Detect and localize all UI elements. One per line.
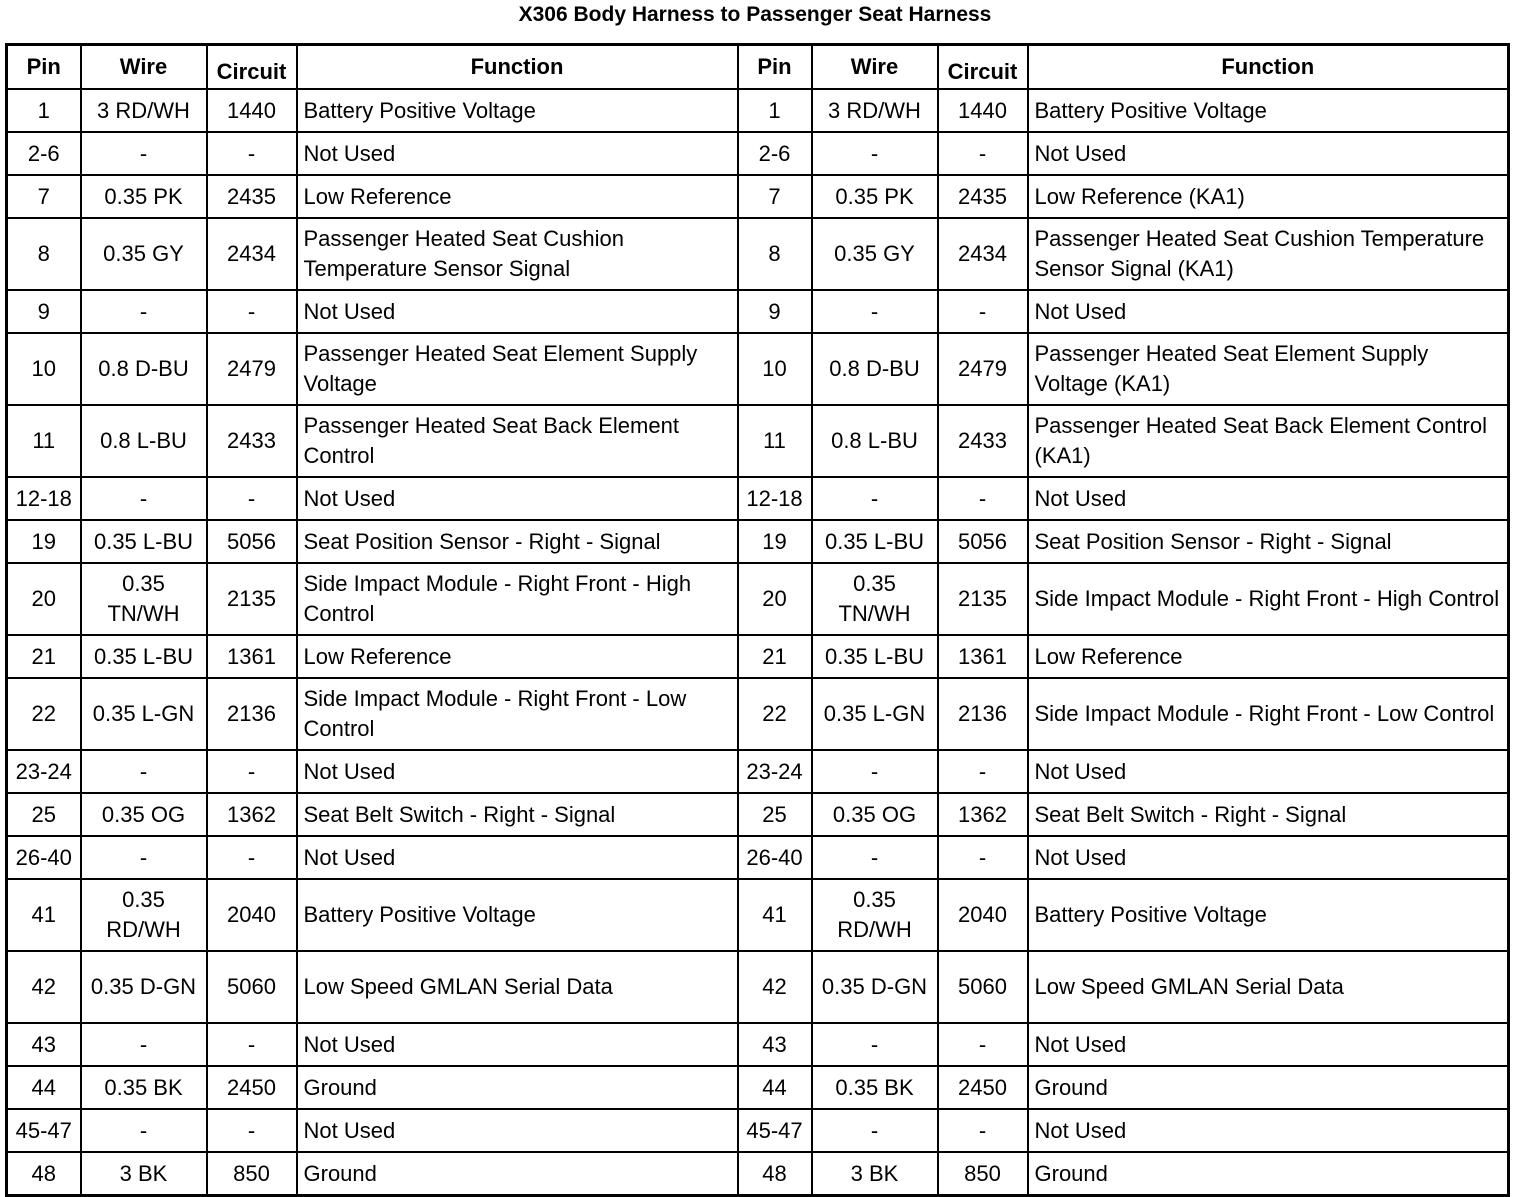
left-wire-cell: -	[81, 1023, 207, 1066]
left-function-cell: Not Used	[297, 1023, 738, 1066]
right-function-cell: Not Used	[1028, 477, 1509, 520]
right-function-cell: Battery Positive Voltage	[1028, 879, 1509, 951]
right-pin-cell: 19	[738, 520, 812, 563]
left-wire-cell: 0.8 D-BU	[81, 333, 207, 405]
table-row	[7, 1066, 1509, 1109]
page-title: X306 Body Harness to Passenger Seat Harness	[518, 3, 992, 26]
right-circuit-cell: 5056	[938, 520, 1028, 563]
left-circuit-cell: -	[207, 1109, 297, 1152]
right-wire-cell: 0.35 OG	[812, 793, 938, 836]
table-row	[7, 405, 1509, 477]
left-function-cell: Passenger Heated Seat Cushion Temperature Sensor Signal	[297, 218, 738, 290]
left-function-cell: Not Used	[297, 132, 738, 175]
right-circuit-cell: 2135	[938, 563, 1028, 635]
left-pin-cell: 19	[7, 520, 81, 563]
left-function-cell: Ground	[297, 1152, 738, 1196]
table-row	[7, 951, 1509, 1023]
left-circuit-cell: -	[207, 132, 297, 175]
right-pin-cell: 10	[738, 333, 812, 405]
table-body	[7, 89, 1509, 1196]
right-function-cell: Passenger Heated Seat Cushion Temperature Sensor Signal (KA1)	[1028, 218, 1509, 290]
left-circuit-cell: 5060	[207, 951, 297, 1023]
right-wire-cell: -	[812, 132, 938, 175]
table-row	[7, 218, 1509, 290]
left-pin-cell: 10	[7, 333, 81, 405]
left-wire-cell: 3 RD/WH	[81, 89, 207, 132]
left-function-cell: Not Used	[297, 750, 738, 793]
left-wire-cell: 0.35 PK	[81, 175, 207, 218]
left-function-cell: Not Used	[297, 836, 738, 879]
right-wire-cell: 0.35 BK	[812, 1066, 938, 1109]
right-circuit-cell: 2450	[938, 1066, 1028, 1109]
left-wire-cell: -	[81, 1109, 207, 1152]
left-circuit-cell: -	[207, 477, 297, 520]
right-pin-cell: 44	[738, 1066, 812, 1109]
right-function-cell: Side Impact Module - Right Front - Low Control	[1028, 678, 1509, 750]
header-circuit: Circuit	[938, 45, 1028, 90]
left-pin-cell: 48	[7, 1152, 81, 1196]
right-circuit-cell: 2040	[938, 879, 1028, 951]
header-function: Function	[297, 45, 738, 90]
table-row	[7, 563, 1509, 635]
table-row	[7, 879, 1509, 951]
left-function-cell: Battery Positive Voltage	[297, 89, 738, 132]
left-function-cell: Side Impact Module - Right Front - Low Control	[297, 678, 738, 750]
right-function-cell: Seat Belt Switch - Right - Signal	[1028, 793, 1509, 836]
left-circuit-cell: -	[207, 290, 297, 333]
right-function-cell: Ground	[1028, 1152, 1509, 1196]
left-function-cell: Ground	[297, 1066, 738, 1109]
right-pin-cell: 48	[738, 1152, 812, 1196]
table-row	[7, 750, 1509, 793]
left-pin-cell: 26-40	[7, 836, 81, 879]
left-pin-cell: 41	[7, 879, 81, 951]
table-row	[7, 1023, 1509, 1066]
table-row	[7, 836, 1509, 879]
right-wire-cell: -	[812, 1023, 938, 1066]
header-circuit: Circuit	[207, 45, 297, 90]
left-circuit-cell: 2450	[207, 1066, 297, 1109]
left-circuit-cell: -	[207, 836, 297, 879]
right-circuit-cell: -	[938, 290, 1028, 333]
table-row	[7, 1109, 1509, 1152]
left-pin-cell: 21	[7, 635, 81, 678]
right-wire-cell: 3 RD/WH	[812, 89, 938, 132]
right-pin-cell: 9	[738, 290, 812, 333]
left-pin-cell: 12-18	[7, 477, 81, 520]
right-circuit-cell: 2479	[938, 333, 1028, 405]
left-wire-cell: -	[81, 290, 207, 333]
left-function-cell: Seat Belt Switch - Right - Signal	[297, 793, 738, 836]
right-function-cell: Not Used	[1028, 1109, 1509, 1152]
left-circuit-cell: 1361	[207, 635, 297, 678]
table-row	[7, 793, 1509, 836]
left-function-cell: Not Used	[297, 1109, 738, 1152]
left-pin-cell: 20	[7, 563, 81, 635]
right-wire-cell: 0.35 RD/WH	[812, 879, 938, 951]
left-circuit-cell: 2433	[207, 405, 297, 477]
right-pin-cell: 21	[738, 635, 812, 678]
right-function-cell: Not Used	[1028, 836, 1509, 879]
left-function-cell: Not Used	[297, 477, 738, 520]
right-wire-cell: 0.35 L-GN	[812, 678, 938, 750]
left-circuit-cell: 2135	[207, 563, 297, 635]
left-pin-cell: 7	[7, 175, 81, 218]
right-wire-cell: 0.35 D-GN	[812, 951, 938, 1023]
left-pin-cell: 42	[7, 951, 81, 1023]
right-function-cell: Seat Position Sensor - Right - Signal	[1028, 520, 1509, 563]
table-row	[7, 635, 1509, 678]
left-wire-cell: 0.35 OG	[81, 793, 207, 836]
left-function-cell: Low Reference	[297, 175, 738, 218]
right-circuit-cell: -	[938, 477, 1028, 520]
left-function-cell: Side Impact Module - Right Front - High Control	[297, 563, 738, 635]
left-function-cell: Low Reference	[297, 635, 738, 678]
left-circuit-cell: 2434	[207, 218, 297, 290]
header-function: Function	[1028, 45, 1509, 90]
right-function-cell: Passenger Heated Seat Element Supply Voltage (KA1)	[1028, 333, 1509, 405]
table-header-row	[7, 45, 1509, 90]
right-function-cell: Not Used	[1028, 132, 1509, 175]
left-wire-cell: 0.35 L-BU	[81, 635, 207, 678]
right-wire-cell: 0.35 GY	[812, 218, 938, 290]
left-wire-cell: 0.35 RD/WH	[81, 879, 207, 951]
right-wire-cell: -	[812, 1109, 938, 1152]
header-wire: Wire	[81, 45, 207, 90]
right-pin-cell: 11	[738, 405, 812, 477]
right-function-cell: Low Reference (KA1)	[1028, 175, 1509, 218]
table-row	[7, 290, 1509, 333]
left-function-cell: Low Speed GMLAN Serial Data	[297, 951, 738, 1023]
left-wire-cell: 0.35 BK	[81, 1066, 207, 1109]
right-pin-cell: 41	[738, 879, 812, 951]
right-circuit-cell: 1362	[938, 793, 1028, 836]
table-row	[7, 678, 1509, 750]
right-circuit-cell: 2136	[938, 678, 1028, 750]
left-circuit-cell: 850	[207, 1152, 297, 1196]
left-pin-cell: 11	[7, 405, 81, 477]
table-row	[7, 132, 1509, 175]
right-function-cell: Side Impact Module - Right Front - High Control	[1028, 563, 1509, 635]
right-circuit-cell: -	[938, 1109, 1028, 1152]
right-pin-cell: 12-18	[738, 477, 812, 520]
right-function-cell: Passenger Heated Seat Back Element Control (KA1)	[1028, 405, 1509, 477]
right-circuit-cell: -	[938, 836, 1028, 879]
left-pin-cell: 1	[7, 89, 81, 132]
left-function-cell: Not Used	[297, 290, 738, 333]
header-wire: Wire	[812, 45, 938, 90]
right-pin-cell: 22	[738, 678, 812, 750]
table-row	[7, 520, 1509, 563]
right-pin-cell: 1	[738, 89, 812, 132]
right-pin-cell: 2-6	[738, 132, 812, 175]
right-function-cell: Low Reference	[1028, 635, 1509, 678]
left-function-cell: Battery Positive Voltage	[297, 879, 738, 951]
left-wire-cell: 0.35 L-BU	[81, 520, 207, 563]
right-circuit-cell: 5060	[938, 951, 1028, 1023]
right-wire-cell: -	[812, 836, 938, 879]
right-circuit-cell: 2433	[938, 405, 1028, 477]
left-wire-cell: 0.35 TN/WH	[81, 563, 207, 635]
left-pin-cell: 9	[7, 290, 81, 333]
left-function-cell: Seat Position Sensor - Right - Signal	[297, 520, 738, 563]
right-function-cell: Low Speed GMLAN Serial Data	[1028, 951, 1509, 1023]
right-pin-cell: 8	[738, 218, 812, 290]
right-function-cell: Not Used	[1028, 750, 1509, 793]
right-circuit-cell: -	[938, 750, 1028, 793]
right-wire-cell: 0.35 L-BU	[812, 635, 938, 678]
left-pin-cell: 43	[7, 1023, 81, 1066]
table-row	[7, 1152, 1509, 1196]
table-row	[7, 175, 1509, 218]
right-function-cell: Not Used	[1028, 290, 1509, 333]
left-wire-cell: -	[81, 750, 207, 793]
header-pin: Pin	[738, 45, 812, 90]
left-pin-cell: 23-24	[7, 750, 81, 793]
left-wire-cell: 0.35 L-GN	[81, 678, 207, 750]
table-row	[7, 89, 1509, 132]
right-wire-cell: -	[812, 477, 938, 520]
left-pin-cell: 2-6	[7, 132, 81, 175]
right-function-cell: Ground	[1028, 1066, 1509, 1109]
left-circuit-cell: 2435	[207, 175, 297, 218]
left-circuit-cell: -	[207, 1023, 297, 1066]
right-circuit-cell: -	[938, 132, 1028, 175]
left-circuit-cell: 5056	[207, 520, 297, 563]
left-pin-cell: 22	[7, 678, 81, 750]
left-circuit-cell: 2479	[207, 333, 297, 405]
right-circuit-cell: 1440	[938, 89, 1028, 132]
right-pin-cell: 26-40	[738, 836, 812, 879]
right-pin-cell: 7	[738, 175, 812, 218]
left-function-cell: Passenger Heated Seat Element Supply Voltage	[297, 333, 738, 405]
left-circuit-cell: 2040	[207, 879, 297, 951]
right-function-cell: Battery Positive Voltage	[1028, 89, 1509, 132]
right-wire-cell: 0.35 TN/WH	[812, 563, 938, 635]
left-pin-cell: 25	[7, 793, 81, 836]
right-wire-cell: 0.8 L-BU	[812, 405, 938, 477]
right-wire-cell: -	[812, 290, 938, 333]
right-circuit-cell: 850	[938, 1152, 1028, 1196]
right-pin-cell: 43	[738, 1023, 812, 1066]
left-pin-cell: 44	[7, 1066, 81, 1109]
right-circuit-cell: 2434	[938, 218, 1028, 290]
right-circuit-cell: -	[938, 1023, 1028, 1066]
left-circuit-cell: -	[207, 750, 297, 793]
right-function-cell: Not Used	[1028, 1023, 1509, 1066]
left-circuit-cell: 1362	[207, 793, 297, 836]
right-wire-cell: 0.8 D-BU	[812, 333, 938, 405]
right-pin-cell: 45-47	[738, 1109, 812, 1152]
right-circuit-cell: 1361	[938, 635, 1028, 678]
pinout-table	[5, 43, 1510, 1197]
right-wire-cell: 3 BK	[812, 1152, 938, 1196]
table-row	[7, 477, 1509, 520]
left-circuit-cell: 2136	[207, 678, 297, 750]
left-pin-cell: 45-47	[7, 1109, 81, 1152]
right-pin-cell: 23-24	[738, 750, 812, 793]
left-wire-cell: 0.35 GY	[81, 218, 207, 290]
header-pin: Pin	[7, 45, 81, 90]
left-function-cell: Passenger Heated Seat Back Element Control	[297, 405, 738, 477]
left-wire-cell: 3 BK	[81, 1152, 207, 1196]
left-wire-cell: 0.35 D-GN	[81, 951, 207, 1023]
left-circuit-cell: 1440	[207, 89, 297, 132]
right-pin-cell: 20	[738, 563, 812, 635]
left-wire-cell: -	[81, 477, 207, 520]
left-wire-cell: 0.8 L-BU	[81, 405, 207, 477]
table-row	[7, 333, 1509, 405]
right-circuit-cell: 2435	[938, 175, 1028, 218]
right-wire-cell: 0.35 PK	[812, 175, 938, 218]
left-wire-cell: -	[81, 132, 207, 175]
right-wire-cell: -	[812, 750, 938, 793]
right-wire-cell: 0.35 L-BU	[812, 520, 938, 563]
right-pin-cell: 25	[738, 793, 812, 836]
right-pin-cell: 42	[738, 951, 812, 1023]
left-wire-cell: -	[81, 836, 207, 879]
left-pin-cell: 8	[7, 218, 81, 290]
